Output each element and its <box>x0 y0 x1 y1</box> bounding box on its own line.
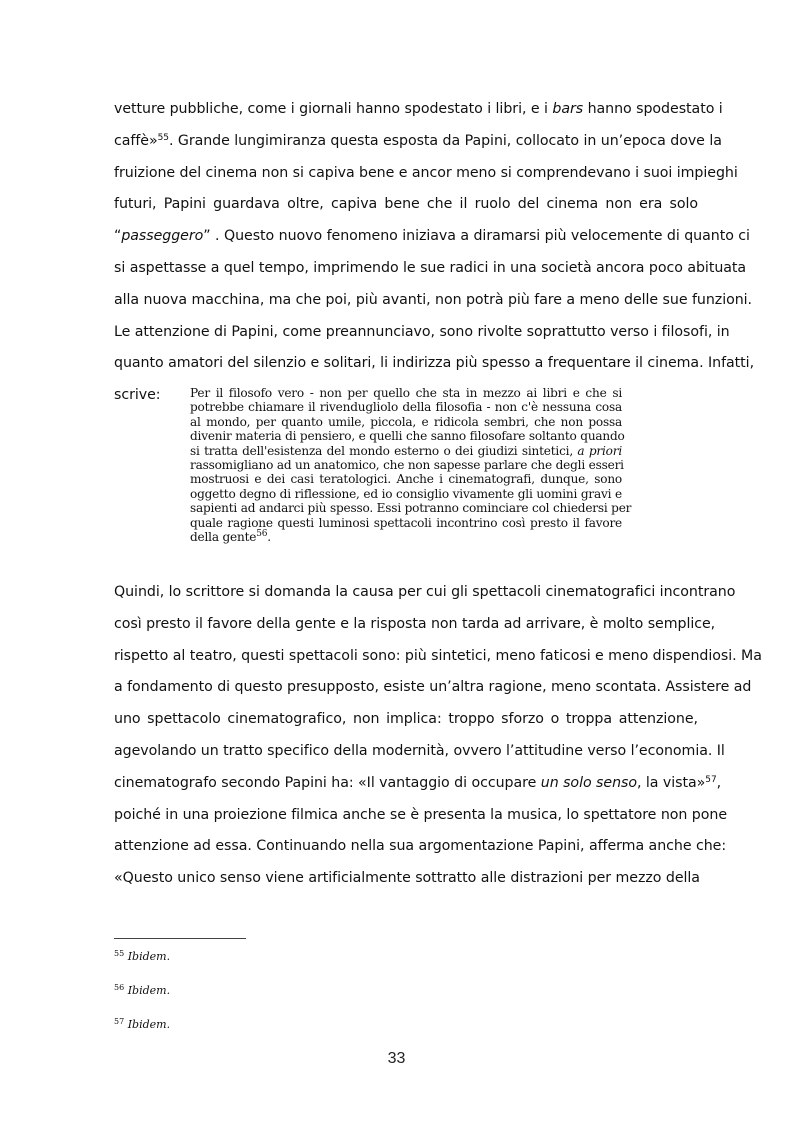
text-line: «Questo unico senso viene artificialmente sottratto alle distrazioni per mezzo della <box>114 870 700 887</box>
quote-line: si tratta dell'esistenza del mondo esterno o dei giudizi sintetici, a priori <box>190 443 622 458</box>
text-line: vetture pubbliche, come i giornali hanno spodestato i libri, e i bars hanno spodestato i <box>114 101 723 117</box>
text-line: alla nuova macchina, ma che poi, più avanti, non potrà più fare a meno delle sue funzioni. <box>114 291 753 308</box>
quote-line: della gente$^{56}$. <box>190 528 271 544</box>
quote-line: rassomigliano ad un anatomico, che non sapesse parlare che degli esseri <box>190 457 624 472</box>
body-paragraph-2 <box>114 577 762 895</box>
footnote-item: $^{57}$ Ibidem. <box>114 1017 171 1031</box>
text-line: agevolando un tratto specifico della modernità, ovvero l’attitudine verso l’economia. Il <box>114 742 725 759</box>
block-quote <box>190 386 632 544</box>
text-line: Le attenzione di Papini, come preannunciavo, sono rivolte soprattutto verso i filosofi, in <box>114 323 730 340</box>
quote-line: Per il filosofo vero - non per quello che sta in mezzo ai libri e che si <box>190 386 622 400</box>
footnote-ref[interactable]: 56 <box>256 528 268 539</box>
quote-line: oggetto degno di riflessione, ed io consiglio vivamente gli uomini gravi e <box>190 486 622 501</box>
body-paragraph-1 <box>114 94 755 415</box>
text-line: fruizione del cinema non si capiva bene e ancor meno si comprendevano i suoi impieghi <box>114 164 738 181</box>
quote-line: mostruosi e dei casi teratologici. Anche i cinematografi, dunque, sono <box>190 472 622 487</box>
text-line: poiché in una proiezione filmica anche se è presenta la musica, lo spettatore non pone <box>114 806 727 823</box>
quote-line: al mondo, per quanto umile, piccola, e ridicola sembri, che non possa <box>190 414 622 429</box>
footnotes <box>114 950 170 1052</box>
quote-line: sapienti ad andarci più spesso. Essi potranno cominciare col chiedersi per <box>190 501 632 516</box>
text-line: Quindi, lo scrittore si domanda la causa per cui gli spettacoli cinematografici incontrano <box>114 584 736 600</box>
footnote-item: $^{55}$ Ibidem. <box>114 949 171 963</box>
text-line: “passeggero” . Questo nuovo fenomeno iniziava a diramarsi più velocemente di quanto ci <box>114 228 750 245</box>
page-number: 33 <box>387 1050 406 1067</box>
footnote-item: $^{56}$ Ibidem. <box>114 983 171 997</box>
quote-line: quale ragione questi luminosi spettacoli incontrino così presto il favore <box>190 515 622 530</box>
quote-line: potrebbe chiamare il rivendugliolo della filosofia - non c'è nessuna cosa <box>190 400 622 415</box>
text-line: attenzione ad essa. Continuando nella sua argomentazione Papini, afferma anche che: <box>114 838 727 855</box>
quote-line: divenir materia di pensiero, e quelli che sanno filosofare soltanto quando <box>190 429 625 444</box>
footnote-ref[interactable]: 55 <box>157 132 169 143</box>
text-line: cinematografo secondo Papini ha: «Il vantaggio di occupare un solo senso, la vista»$^{57}$, <box>114 774 722 791</box>
text-line: a fondamento di questo presupposto, esiste un’altra ragione, meno scontata. Assistere ad <box>114 679 752 696</box>
footnote-separator <box>114 938 246 939</box>
text-line: uno spettacolo cinematografico, non implica: troppo sforzo o troppa attenzione, <box>114 711 698 728</box>
text-line: futuri, Papini guardava oltre, capiva bene che il ruolo del cinema non era solo <box>114 196 698 213</box>
text-line: caffè»$^{55}$. Grande lungimiranza questa esposta da Papini, collocato in un’epoca dove la <box>114 132 722 149</box>
text-line: quanto amatori del silenzio e solitari, li indirizza più spesso a frequentare il cinema. Infatti, <box>114 355 755 372</box>
text-line: rispetto al teatro, questi spettacoli sono: più sintetici, meno faticosi e meno dispendiosi. Ma <box>114 647 762 664</box>
footnote-ref[interactable]: 57 <box>705 774 717 785</box>
text-line: così presto il favore della gente e la risposta non tarda ad arrivare, è molto semplice, <box>114 615 716 632</box>
text-line: si aspettasse a quel tempo, imprimendo le sue radici in una società ancora poco abituata <box>114 259 747 276</box>
text-line: scrive: <box>114 387 161 404</box>
